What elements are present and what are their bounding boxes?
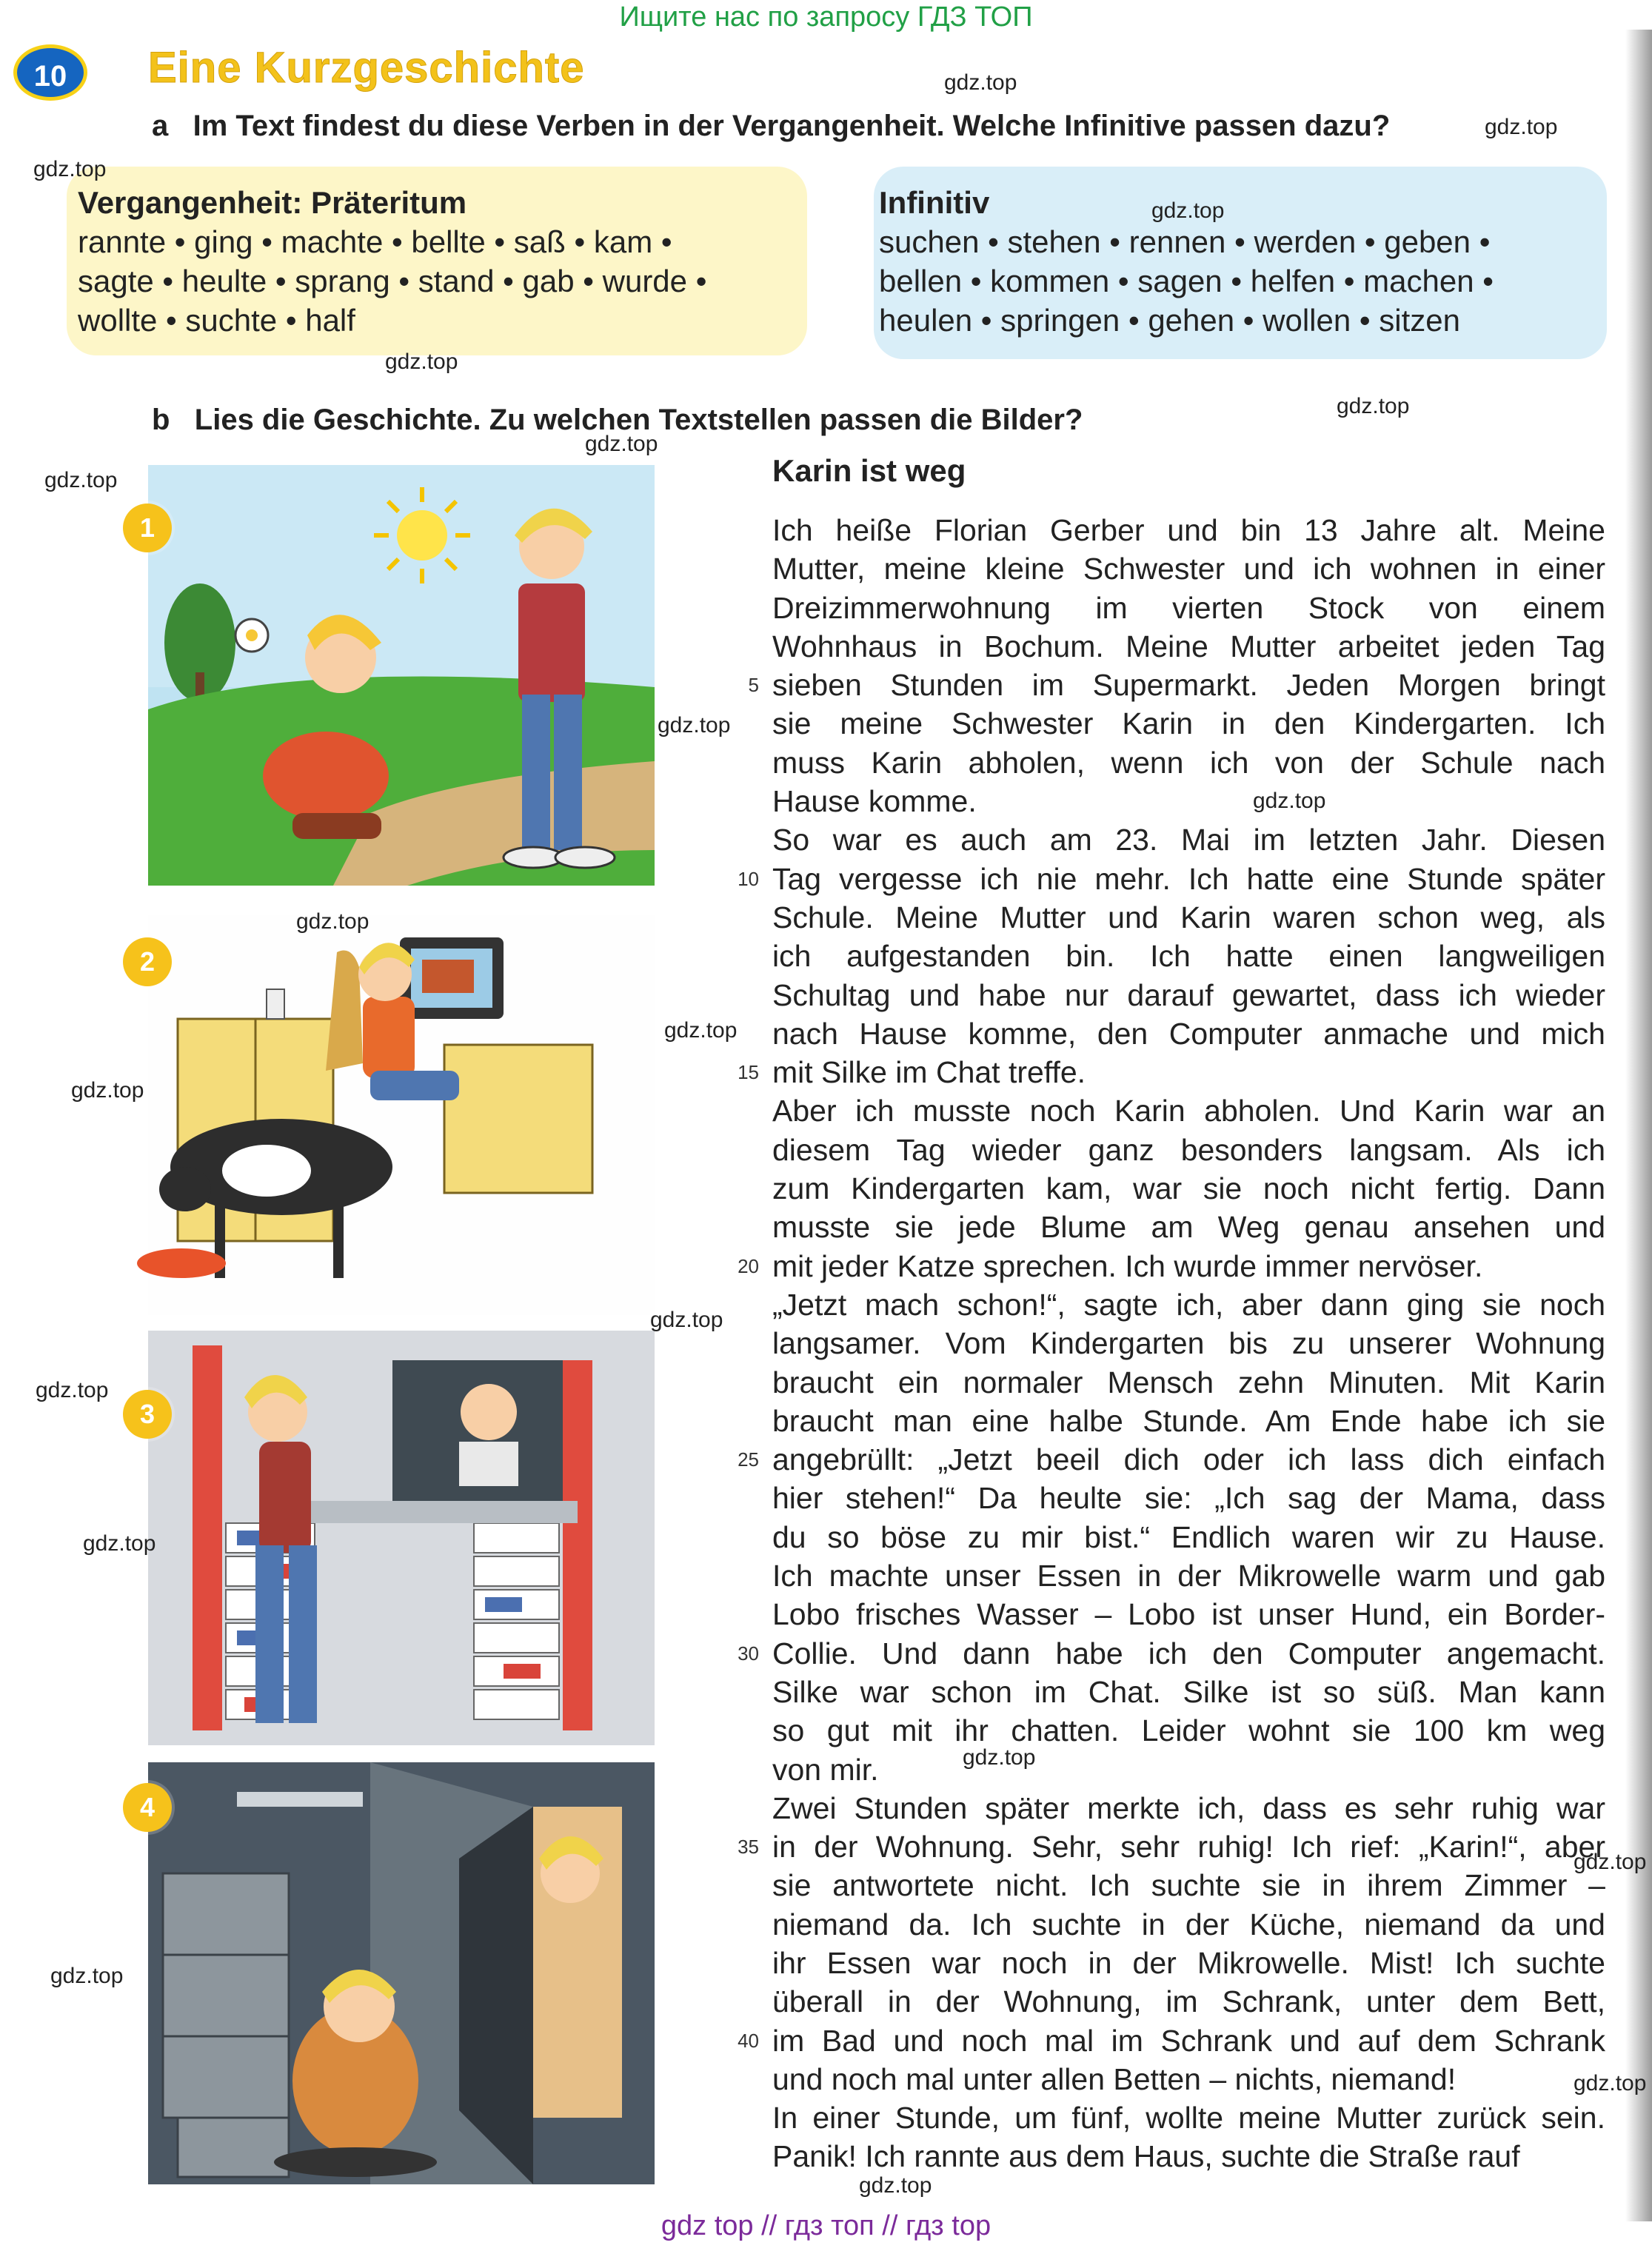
watermark: gdz.top: [664, 1018, 738, 1043]
watermark: gdz.top: [50, 1964, 124, 1988]
story-line: sie antwortete nicht. Ich suchte sie in ihrem Zimmer –: [772, 1868, 1605, 1903]
story-line: zum Kindergarten kam, war sie noch nicht fertig. Dann: [772, 1171, 1605, 1206]
task-a-letter: a: [152, 110, 169, 142]
illustration-2-art: [148, 915, 655, 1315]
illustration-2: [139, 915, 655, 1315]
story-line: Mutter, meine kleine Schwester und ich wohnen in einer: [772, 552, 1605, 586]
watermark: gdz.top: [33, 157, 107, 181]
story-line: Collie. Und dann habe ich den Computer angemacht.: [772, 1636, 1605, 1670]
line-number: 25: [738, 1448, 759, 1471]
story-line: Tag vergesse ich nie mehr. Ich hatte eine Stunde später: [772, 861, 1605, 896]
story-line: muss Karin abholen, wenn ich von der Schule nach: [772, 745, 1605, 780]
story-line: ich aufgestanden bin. Ich hatte einen langweiligen: [772, 939, 1605, 974]
story-text: [772, 511, 1605, 2176]
watermark: gdz.top: [650, 1308, 723, 1332]
illustration-1: [139, 465, 655, 886]
story-line: Silke war schon im Chat. Silke ist so süß. Man kann: [772, 1674, 1605, 1709]
past-tense-line: sagte • heulte • sprang • stand • gab • wurde •: [78, 264, 707, 298]
illustration-4: [139, 1762, 655, 2184]
past-tense-heading: Vergangenheit: Präteritum: [78, 185, 467, 220]
task-a: [152, 110, 1390, 143]
story-line: sieben Stunden im Supermarkt. Jeden Morgen bringt: [772, 668, 1605, 703]
past-tense-line: rannte • ging • machte • bellte • saß • kam •: [78, 224, 672, 259]
story-line: sie meine Schwester Karin in den Kindergarten. Ich: [772, 706, 1605, 741]
story-line: im Bad und noch mal im Schrank und auf dem Schrank: [772, 2023, 1605, 2058]
illustration-3: [139, 1331, 655, 1745]
watermark: gdz.top: [36, 1378, 109, 1402]
task-b-letter: b: [152, 404, 170, 436]
exercise-number-badge: 10: [13, 44, 87, 101]
picture-number-3: 3: [123, 1390, 172, 1439]
story-line: Ich machte unser Essen in der Mikrowelle warm und gab: [772, 1559, 1605, 1593]
story-line: niemand da. Ich suchte in der Küche, niemand da und: [772, 1907, 1605, 1941]
infinitive-heading: Infinitiv: [879, 185, 990, 220]
story-line: langsamer. Vom Kindergarten bis zu unserer Wohnung: [772, 1326, 1605, 1361]
watermark: gdz.top: [296, 909, 369, 934]
line-number: 5: [748, 674, 759, 696]
watermark: gdz.top: [83, 1531, 156, 1556]
illustration-3-art: [148, 1331, 655, 1745]
task-a-text: Im Text findest du diese Verben in der Vergangenheit. Welche Infinitive passen dazu?: [193, 110, 1391, 142]
story-line: nach Hause komme, den Computer anmache und mich: [772, 1016, 1605, 1051]
story-line: Panik! Ich rannte aus dem Haus, suchte die Straße rauf: [772, 2139, 1520, 2174]
picture-number-4: 4: [123, 1783, 172, 1832]
story-line: Schultag und habe nur darauf gewartet, dass ich wieder: [772, 977, 1605, 1012]
story-line: Ich heiße Florian Gerber und bin 13 Jahre alt. Meine: [772, 513, 1605, 547]
story-line: Wohnhaus in Bochum. Meine Mutter arbeitet jeden Tag: [772, 629, 1605, 663]
watermark: gdz.top: [1574, 2071, 1647, 2096]
watermark: gdz.top: [963, 1745, 1036, 1770]
story-line: hier stehen!“ Da heulte sie: „Ich sag der Mama, dass: [772, 1481, 1605, 1516]
story-line: du so böse zu mir bist.“ Endlich waren wir zu Hause.: [772, 1519, 1605, 1554]
story-line: Schule. Meine Mutter und Karin waren schon weg, als: [772, 900, 1605, 934]
line-number: 30: [738, 1642, 759, 1665]
watermark: gdz.top: [1337, 394, 1410, 418]
past-tense-line: wollte • suchte • half: [78, 303, 355, 338]
story-line: Aber ich musste noch Karin abholen. Und Karin war an: [772, 1094, 1605, 1128]
watermark: gdz.top: [1253, 789, 1326, 813]
watermark: gdz.top: [1485, 115, 1558, 139]
infinitive-line: suchen • stehen • rennen • werden • geben •: [879, 224, 1491, 259]
watermark: gdz.top: [585, 432, 658, 456]
page-edge-shadow: [1625, 30, 1652, 2221]
story-line: Hause komme.: [772, 784, 977, 819]
top-banner[interactable]: Ищите нас по запросу ГДЗ ТОП: [619, 1, 1033, 33]
infinitive-line: bellen • kommen • sagen • helfen • machen •: [879, 264, 1494, 298]
story-line: braucht ein normaler Mensch zehn Minuten. Mit Karin: [772, 1365, 1605, 1399]
story-line: Zwei Stunden später merkte ich, dass es sehr ruhig war: [772, 1790, 1605, 1825]
watermark: gdz.top: [385, 349, 458, 374]
infinitive-line: heulen • springen • gehen • wollen • sitzen: [879, 303, 1460, 338]
page-title: Eine Kurzgeschichte: [148, 44, 585, 92]
story-line: so gut mit ihr chatten. Leider wohnt sie 100 km weg: [772, 1713, 1605, 1748]
story-line: braucht man eine halbe Stunde. Am Ende habe ich sie: [772, 1403, 1605, 1438]
story-line: diesem Tag wieder ganz besonders langsam. Als ich: [772, 1132, 1605, 1167]
illustration-1-art: [148, 465, 655, 886]
watermark: gdz.top: [658, 713, 731, 737]
illustration-4-art: [148, 1762, 655, 2184]
line-number: 10: [738, 868, 759, 890]
watermark: gdz.top: [44, 468, 118, 492]
task-b-text: Lies die Geschichte. Zu welchen Textstellen passen die Bilder?: [194, 404, 1083, 436]
line-number: 35: [738, 1836, 759, 1858]
watermark: gdz.top: [1574, 1850, 1647, 1874]
story-line: überall in der Wohnung, im Schrank, unter dem Bett,: [772, 1984, 1605, 2019]
story-line: „Jetzt mach schon!“, sagte ich, aber dann ging sie noch: [772, 1287, 1605, 1322]
story-line: in der Wohnung. Sehr, sehr ruhig! Ich rief: „Karin!“, aber: [772, 1830, 1605, 1864]
story-line: mit jeder Katze sprechen. Ich wurde immer nervöser.: [772, 1248, 1483, 1283]
watermark: gdz.top: [71, 1078, 144, 1103]
line-number: 20: [738, 1255, 759, 1277]
line-number: 15: [738, 1061, 759, 1083]
story-line: und noch mal unter allen Betten – nichts, niemand!: [772, 2061, 1457, 2096]
line-number: 40: [738, 2030, 759, 2052]
watermark: gdz.top: [944, 70, 1017, 95]
story-line: Lobo frisches Wasser – Lobo ist unser Hund, ein Border-: [772, 1597, 1605, 1632]
picture-number-2: 2: [123, 937, 172, 986]
story-line: ihr Essen war noch in der Mikrowelle. Mist! Ich suchte: [772, 1945, 1605, 1980]
story-line: So war es auch am 23. Mai im letzten Jahr. Diesen: [772, 823, 1605, 857]
story-line: musste sie jede Blume am Weg genau ansehen und: [772, 1210, 1605, 1245]
story-line: angebrüllt: „Jetzt beeil dich oder ich lass dich einfach: [772, 1442, 1605, 1477]
story-line: In einer Stunde, um fünf, wollte meine Mutter zurück sein.: [772, 2101, 1605, 2135]
watermark: gdz.top: [1151, 198, 1225, 223]
story-line: mit Silke im Chat treffe.: [772, 1055, 1086, 1090]
story-line: von mir.: [772, 1752, 879, 1787]
watermark: gdz.top: [859, 2173, 932, 2198]
footer-watermark: gdz top // гдз топ // гдз top: [661, 2210, 991, 2241]
story-title: Karin ist weg: [772, 453, 966, 488]
picture-number-1: 1: [123, 504, 172, 552]
story-line: Dreizimmerwohnung im vierten Stock von einem: [772, 590, 1605, 625]
